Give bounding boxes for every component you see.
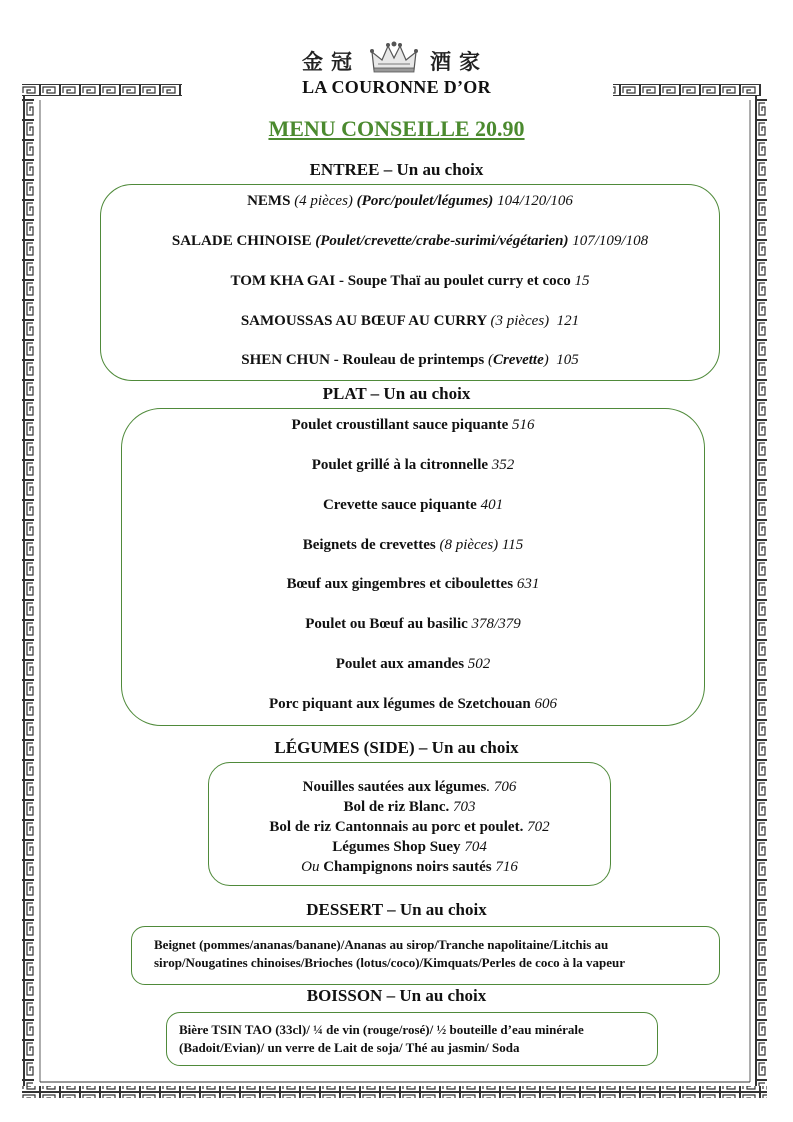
dessert-text: Beignet (pommes/ananas/banane)/Ananas au sirop/Tranche napolitaine/Litchis au sirop/Nougatines chinoises/Brioches (lotus/coco)/Kimquats/Perles de coco à la vapeur (154, 937, 625, 970)
plat-title: PLAT – Un au choix (322, 384, 471, 403)
restaurant-name: LA COURONNE D’OR (302, 77, 491, 97)
legumes-item: Bol de riz Cantonnais au porc et poulet. 702 (269, 819, 550, 835)
chinese-name-left: 金冠 (302, 49, 360, 74)
plat-item: Bœuf aux gingembres et ciboulettes 631 (286, 576, 540, 592)
chinese-name-right: 酒家 (430, 49, 488, 74)
legumes-item: Bol de riz Blanc. 703 (343, 799, 476, 815)
logo-header (0, 40, 793, 76)
crown-icon (368, 40, 420, 74)
entree-item: SHEN CHUN - Rouleau de printemps (Crevette) 105 (241, 352, 579, 368)
plat-item: Poulet ou Bœuf au basilic 378/379 (305, 616, 521, 632)
plat-item: Poulet aux amandes 502 (335, 656, 491, 672)
entree-item: SALADE CHINOISE (Poulet/crevette/crabe-surimi/végétarien) 107/109/108 (171, 233, 649, 249)
legumes-box (208, 762, 611, 886)
legumes-title: LÉGUMES (SIDE) – Un au choix (274, 738, 519, 757)
entree-title: ENTREE – Un au choix (309, 160, 484, 179)
plat-item: Poulet grillé à la citronnelle 352 (311, 457, 515, 473)
boisson-text: Bière TSIN TAO (33cl)/ ¼ de vin (rouge/rosé)/ ½ bouteille d’eau minérale (Badoit/Evian)/ un verre de Lait de soja/ Thé au jasmin/ Soda (179, 1022, 584, 1055)
entree-box (100, 184, 720, 381)
boisson-title: BOISSON – Un au choix (306, 986, 487, 1005)
legumes-item: Nouilles sautées aux légumes. 706 (302, 779, 517, 795)
dessert-box (131, 926, 720, 985)
plat-box (121, 408, 705, 726)
menu-title: MENU CONSEILLE 20.90 (268, 116, 525, 141)
plat-item: Poulet croustillant sauce piquante 516 (291, 417, 535, 433)
entree-item: TOM KHA GAI - Soupe Thaï au poulet curry et coco 15 (230, 273, 590, 289)
boisson-box (166, 1012, 658, 1066)
legumes-item: Ou Champignons noirs sautés 716 (301, 859, 518, 875)
entree-item: NEMS (4 pièces) (Porc/poulet/légumes) 104/120/106 (247, 193, 573, 209)
plat-item: Beignets de crevettes (8 pièces) 115 (302, 537, 524, 553)
plat-item: Crevette sauce piquante 401 (322, 497, 504, 513)
plat-item: Porc piquant aux légumes de Szetchouan 606 (268, 696, 558, 712)
dessert-title: DESSERT – Un au choix (306, 900, 487, 919)
entree-item: SAMOUSSAS AU BŒUF AU CURRY (3 pièces) 121 (240, 313, 580, 329)
legumes-item: Légumes Shop Suey 704 (332, 839, 487, 855)
